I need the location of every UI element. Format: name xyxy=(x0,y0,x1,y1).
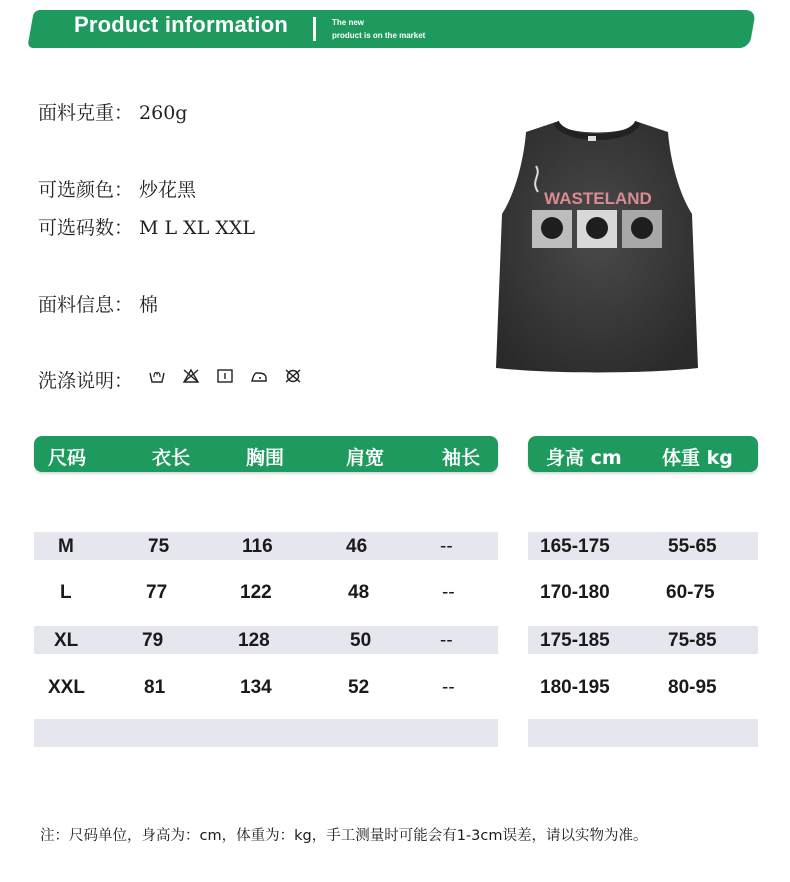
header-shoulder: 肩宽 xyxy=(346,447,385,469)
table-cell: 122 xyxy=(240,582,272,603)
spec-sizes xyxy=(38,213,255,240)
table-cell: 75 xyxy=(148,536,170,557)
spec-care-label: 洗涤说明： xyxy=(38,370,134,392)
iron-low-icon xyxy=(250,368,268,384)
table-cell: 55-65 xyxy=(668,536,717,557)
spec-fabric xyxy=(38,290,158,317)
spec-colors-label: 可选颜色： xyxy=(38,179,134,201)
hand-wash-icon xyxy=(148,368,166,384)
banner-divider xyxy=(313,17,316,41)
table-cell: XL xyxy=(54,630,79,651)
spec-weight-label: 面料克重： xyxy=(38,102,134,124)
spec-sizes-value: M L XL XXL xyxy=(139,217,256,239)
spec-care xyxy=(38,366,133,393)
table-cell: 180-195 xyxy=(540,677,610,698)
table-cell: 116 xyxy=(242,536,273,557)
no-dry-clean-icon xyxy=(284,368,302,384)
spec-weight-value: 260g xyxy=(139,102,188,124)
care-icons xyxy=(148,368,302,384)
table-cell: -- xyxy=(442,582,455,603)
banner-subtitle-line2: product is on the market xyxy=(332,31,426,40)
header-size: 尺码 xyxy=(48,447,87,469)
fit-row-band xyxy=(528,719,758,747)
table-cell: L xyxy=(60,582,72,603)
table-cell: 52 xyxy=(348,677,370,698)
fit-table-header xyxy=(528,436,758,472)
table-cell: 50 xyxy=(350,630,372,651)
shirt-print-text: WASTELAND xyxy=(544,189,652,208)
table-cell: 75-85 xyxy=(668,630,717,651)
table-cell: 46 xyxy=(346,536,368,557)
table-cell: XXL xyxy=(48,677,85,698)
table-cell: 165-175 xyxy=(540,536,610,557)
size-footnote: 注：尺码单位，身高为：cm，体重为：kg，手工测量时可能会有1-3cm误差，请以实物为准。 xyxy=(40,828,648,844)
shirt-print-photos xyxy=(532,210,662,248)
table-cell: 81 xyxy=(144,677,166,698)
table-cell: -- xyxy=(442,677,455,698)
header-sleeve: 袖长 xyxy=(442,447,481,469)
spec-fabric-value: 棉 xyxy=(139,294,159,316)
table-cell: 170-180 xyxy=(540,582,610,603)
tumble-dry-icon xyxy=(216,368,234,384)
spec-colors-value: 炒花黑 xyxy=(139,179,197,201)
size-row-band xyxy=(34,719,498,747)
spec-colors xyxy=(38,175,196,202)
table-cell: 77 xyxy=(146,582,168,603)
header-length: 衣长 xyxy=(152,447,191,469)
table-cell: 60-75 xyxy=(666,582,715,603)
table-cell: 128 xyxy=(238,630,270,651)
table-cell: M xyxy=(58,536,74,557)
header-height: 身高 cm xyxy=(546,447,622,469)
spec-fabric-label: 面料信息： xyxy=(38,294,134,316)
header-weight: 体重 kg xyxy=(662,447,733,469)
table-cell: 175-185 xyxy=(540,630,610,651)
table-cell: 80-95 xyxy=(668,677,717,698)
spec-weight xyxy=(38,98,187,125)
no-bleach-icon xyxy=(182,368,200,384)
banner-title: Product information xyxy=(74,12,289,37)
table-cell: -- xyxy=(440,630,453,651)
size-table-header xyxy=(34,436,498,472)
spec-sizes-label: 可选码数： xyxy=(38,217,134,239)
tank-top-image xyxy=(494,118,700,374)
banner-subtitle xyxy=(332,16,425,42)
table-cell: 48 xyxy=(348,582,370,603)
table-cell: -- xyxy=(440,536,453,557)
table-cell: 134 xyxy=(240,677,272,698)
banner-subtitle-line1: The new xyxy=(332,18,365,27)
table-cell: 79 xyxy=(142,630,164,651)
header-chest: 胸围 xyxy=(246,447,285,469)
